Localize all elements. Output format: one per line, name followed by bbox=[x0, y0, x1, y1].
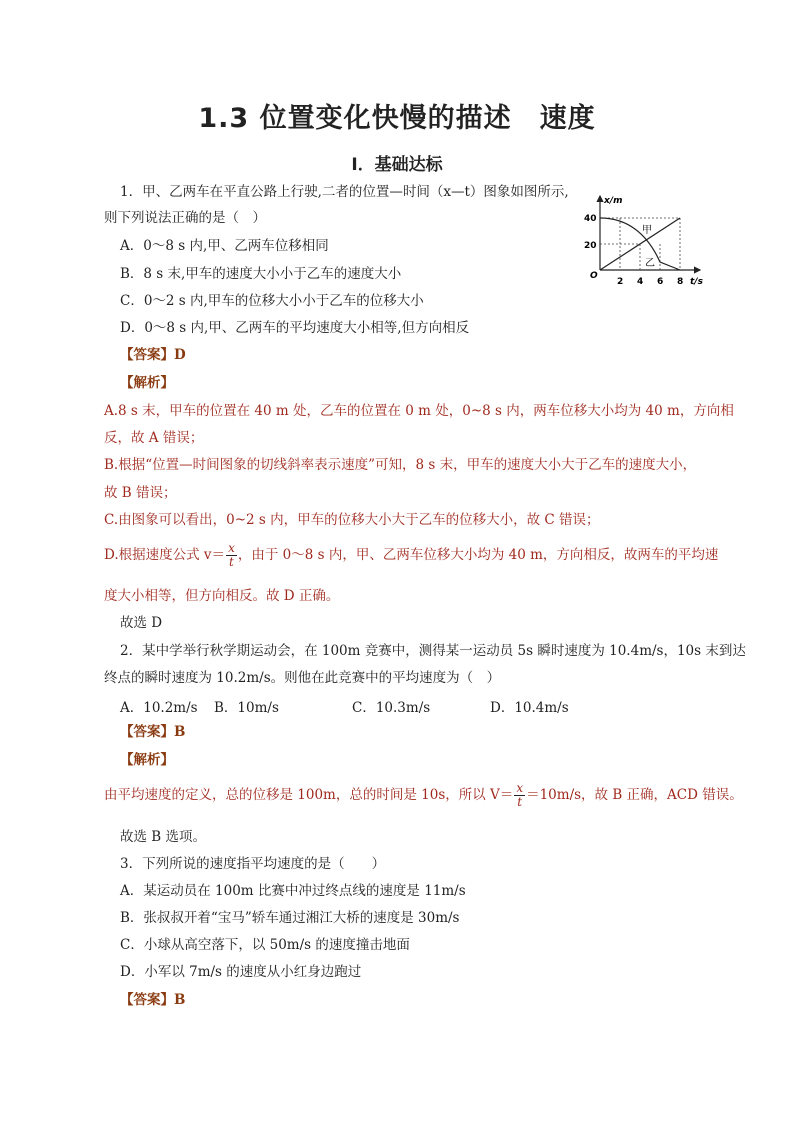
q3-option-d: D．小军以 7m/s 的速度从小红身边跑过 bbox=[120, 964, 362, 980]
q1-conclusion: 故选 D bbox=[120, 615, 163, 631]
q1-analysis-line: C.由图象可以看出，0~2 s 内，甲车的位移大小大于乙车的位移大小，故 C 错误； bbox=[104, 512, 600, 528]
x-tick-label: 6 bbox=[657, 277, 664, 287]
q1-option-d: D．0～8 s 内,甲、乙两车的平均速度大小相等,但方向相反 bbox=[120, 320, 470, 336]
q1-analysis-d-post: ，由于 0～8 s 内，甲、乙两车位移大小均为 40 m，方向相反，故两车的平均速 bbox=[237, 547, 719, 563]
x-tick-label: 2 bbox=[617, 277, 624, 287]
y-tick-label: 40 bbox=[584, 214, 597, 224]
q2-option-b: B．10m/s bbox=[214, 700, 279, 716]
q2-analysis-post: ＝10m/s，故 B 正确，ACD 错误。 bbox=[526, 787, 743, 803]
page-title: 1.3 位置变化快慢的描述 速度 bbox=[198, 103, 596, 134]
q3-option-c: C．小球从高空落下，以 50m/s 的速度撞击地面 bbox=[120, 937, 410, 953]
q3-answer: 【答案】B bbox=[120, 992, 186, 1008]
q2-option-c: C．10.3m/s bbox=[352, 700, 431, 716]
q1-option-b: B．8 s 末,甲车的速度大小小于乙车的速度大小 bbox=[120, 266, 402, 282]
section-heading: Ⅰ．基础达标 bbox=[351, 155, 443, 175]
q1-analysis-line: 反，故 A 错误； bbox=[104, 430, 204, 446]
q2-analysis bbox=[104, 782, 743, 809]
x-tick-label: 4 bbox=[637, 277, 644, 287]
x-tick-label: 8 bbox=[677, 277, 684, 287]
q1-analysis-line: 故 B 错误； bbox=[104, 485, 177, 501]
curve-yi-label: 乙 bbox=[645, 258, 655, 269]
q2-conclusion: 故选 B 选项。 bbox=[120, 829, 207, 845]
position-time-graph bbox=[582, 190, 712, 290]
q1-analysis-d bbox=[104, 542, 718, 569]
q2-answer: 【答案】B bbox=[120, 724, 186, 740]
q2-option-d: D．10.4m/s bbox=[490, 700, 569, 716]
q1-stem-line2: 则下列说法正确的是（ ） bbox=[104, 210, 266, 226]
q1-answer: 【答案】D bbox=[120, 347, 186, 363]
velocity-fraction: $\frac{x}{t}$ bbox=[516, 781, 524, 809]
q1-option-a: A．0～8 s 内,甲、乙两车位移相同 bbox=[120, 238, 329, 254]
q1-option-c: C．0～2 s 内,甲车的位移大小小于乙车的位移大小 bbox=[120, 293, 424, 309]
y-tick-label: 20 bbox=[584, 241, 597, 251]
q3-option-b: B．张叔叔开着“宝马”轿车通过湘江大桥的速度是 30m/s bbox=[120, 910, 460, 926]
q2-analysis-label: 【解析】 bbox=[120, 752, 174, 768]
q1-analysis-line: A.8 s 末，甲车的位置在 40 m 处，乙车的位置在 0 m 处，0~8 s 内，两车位移大小均为 40 m，方向相 bbox=[104, 403, 734, 419]
curve-jia-label: 甲 bbox=[642, 225, 652, 236]
x-axis-label: t/s bbox=[690, 277, 703, 287]
q1-analysis-d-pre: D.根据速度公式 v＝ bbox=[104, 547, 226, 563]
y-axis-label: x/m bbox=[604, 196, 623, 206]
q1-analysis-line: B.根据“位置—时间图象的切线斜率表示速度”可知，8 s 末，甲车的速度大小大于乙车的速度大小， bbox=[104, 457, 697, 473]
origin-label: O bbox=[590, 271, 598, 281]
q2-analysis-pre: 由平均速度的定义，总的位移是 100m，总的时间是 10s，所以 V＝ bbox=[104, 787, 514, 803]
velocity-fraction: $\frac{x}{t}$ bbox=[228, 541, 235, 569]
q2-option-a: A．10.2m/s bbox=[120, 700, 198, 716]
q2-stem-line1: 2．某中学举行秋学期运动会，在 100m 竞赛中，测得某一运动员 5s 瞬时速度为 10.4m/s，10s 末到达 bbox=[120, 643, 746, 659]
q2-stem-line2: 终点的瞬时速度为 10.2m/s。则他在此竞赛中的平均速度为（ ） bbox=[104, 670, 501, 686]
q1-analysis-label: 【解析】 bbox=[120, 375, 174, 391]
q1-analysis-d-line2: 度大小相等，但方向相反。故 D 正确。 bbox=[104, 588, 340, 604]
q1-stem-line1: 1．甲、乙两车在平直公路上行驶,二者的位置—时间（x—t）图象如图所示, bbox=[120, 184, 569, 200]
q3-stem: 3．下列所说的速度指平均速度的是（ ） bbox=[120, 856, 386, 872]
q3-option-a: A．某运动员在 100m 比赛中冲过终点线的速度是 11m/s bbox=[120, 883, 466, 899]
